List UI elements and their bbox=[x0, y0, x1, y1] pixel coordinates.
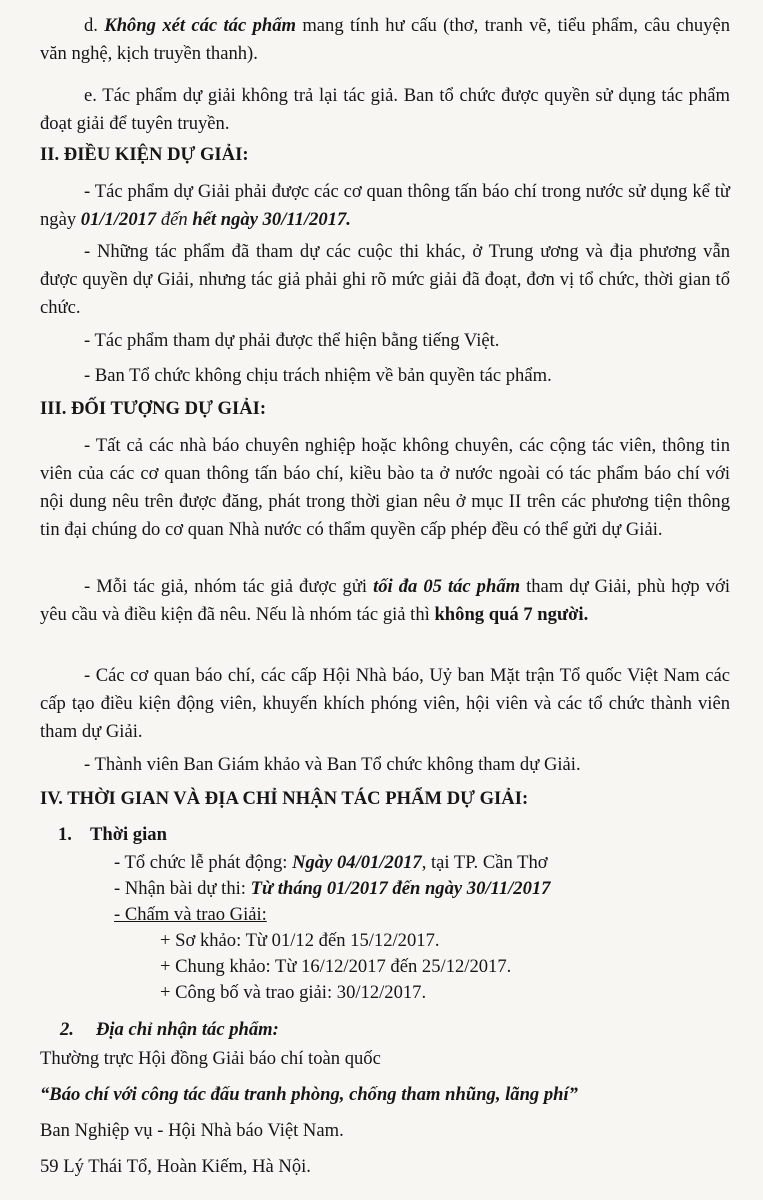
section-iii-p2-mid: tham dự Giải, phù hợp với yêu cầu và điều kiện đã nêu. Nếu là nhóm tác giả thì bbox=[40, 576, 730, 625]
item-d-prefix: d. bbox=[84, 15, 105, 36]
receive-dates: Từ tháng 01/2017 đến ngày 30/11/2017 bbox=[250, 878, 551, 899]
section-iii-p4: - Thành viên Ban Giám khảo và Ban Tổ chức không tham dự Giải. bbox=[84, 754, 581, 775]
section-iii-p3: - Các cơ quan báo chí, các cấp Hội Nhà báo, Uỷ ban Mặt trận Tổ quốc Việt Nam các cấp tạo điều kiện động viên, khuyến khích phóng viên, hội viên và các tổ chức thành viên tham dự Giải. bbox=[40, 665, 730, 742]
launch-date: Ngày 04/01/2017 bbox=[292, 852, 422, 873]
item-d bbox=[40, 12, 730, 68]
launch-place: , tại TP. Cần Thơ bbox=[421, 852, 548, 873]
launch-prefix: - Tổ chức lễ phát động: bbox=[114, 852, 293, 873]
subsection-2-number: 2. bbox=[60, 1019, 74, 1040]
subsection-2-title bbox=[60, 1017, 279, 1043]
section-ii-p1-date2: hết ngày 30/11/2017. bbox=[192, 209, 351, 230]
section-ii-heading: II. ĐIỀU KIỆN DỰ GIẢI: bbox=[40, 144, 249, 165]
section-iii-p2-bold: tối đa 05 tác phẩm bbox=[373, 576, 521, 597]
section-iii-p1: - Tất cả các nhà báo chuyên nghiệp hoặc không chuyên, các cộng tác viên, thông tin viên của các cơ quan thông tấn báo chí, kiều bào ta ở nước ngoài có tác phẩm báo chí với nội dung nêu trên được đăng, phát trong thời gian nêu ở mục II trên các phương tiện thông tin đại chúng do cơ quan Nhà nước có thẩm quyền cấp phép đều có thể gửi dự Giải. bbox=[40, 435, 730, 540]
item-d-bold: Không xét các tác phẩm bbox=[104, 15, 296, 36]
receive-line bbox=[114, 876, 550, 902]
section-iii-heading: III. ĐỐI TƯỢNG DỰ GIẢI: bbox=[40, 398, 267, 419]
judging-line: - Chấm và trao Giải: bbox=[114, 904, 267, 925]
round-final: + Chung khảo: Từ 16/12/2017 đến 25/12/2017. bbox=[160, 956, 512, 977]
section-iii-p2-bold2: không quá 7 người. bbox=[434, 604, 589, 625]
item-e: e. Tác phẩm dự giải không trả lại tác giả. Ban tổ chức được quyền sử dụng tác phẩm đoạt giải để tuyên truyền. bbox=[40, 85, 730, 134]
address-line-2: “Báo chí với công tác đấu tranh phòng, chống tham nhũng, lãng phí” bbox=[40, 1084, 578, 1105]
round-announcement: + Công bố và trao giải: 30/12/2017. bbox=[160, 982, 427, 1003]
section-iv-heading: IV. THỜI GIAN VÀ ĐỊA CHỈ NHẬN TÁC PHẨM DỰ GIẢI: bbox=[40, 788, 529, 809]
address-line-3: Ban Nghiệp vụ - Hội Nhà báo Việt Nam. bbox=[40, 1120, 344, 1141]
address-line-4: 59 Lý Thái Tổ, Hoàn Kiếm, Hà Nội. bbox=[40, 1156, 311, 1177]
section-ii-p1-mid: đến bbox=[156, 209, 193, 230]
section-ii-p1 bbox=[40, 178, 730, 234]
launch-line bbox=[114, 850, 548, 876]
subsection-1-number: 1. bbox=[58, 824, 72, 845]
section-ii-p1-pre: - Tác phẩm dự Giải phải được các cơ quan thông tấn báo chí trong nước sử dụng kể từ ngày bbox=[40, 181, 730, 230]
section-ii-p1-date1: 01/1/2017 bbox=[80, 209, 157, 230]
section-ii-p3: - Tác phẩm tham dự phải được thể hiện bằng tiếng Việt. bbox=[84, 330, 500, 351]
address-line-1: Thường trực Hội đồng Giải báo chí toàn quốc bbox=[40, 1048, 381, 1069]
round-preliminary: + Sơ khảo: Từ 01/12 đến 15/12/2017. bbox=[160, 930, 440, 951]
item-d-rest: mang tính hư cấu (thơ, tranh vẽ, tiểu phẩm, câu chuyện văn nghệ, kịch truyền thanh). bbox=[40, 15, 731, 64]
subsection-1-label: Thời gian bbox=[89, 824, 167, 845]
subsection-2-label: Địa chỉ nhận tác phẩm: bbox=[95, 1019, 279, 1040]
receive-prefix: - Nhận bài dự thi: bbox=[114, 878, 251, 899]
section-iii-p2 bbox=[40, 573, 730, 629]
subsection-1-title bbox=[58, 822, 167, 848]
section-iii-p2-pre: - Mỗi tác giả, nhóm tác giả được gửi bbox=[84, 576, 374, 597]
section-ii-p2: - Những tác phẩm đã tham dự các cuộc thi khác, ở Trung ương và địa phương vẫn được quyền dự Giải, nhưng tác giả phải ghi rõ mức giải đã đoạt, đơn vị tổ chức, thời gian tổ chức. bbox=[40, 241, 730, 318]
section-ii-p4: - Ban Tổ chức không chịu trách nhiệm về bản quyền tác phẩm. bbox=[84, 365, 552, 386]
